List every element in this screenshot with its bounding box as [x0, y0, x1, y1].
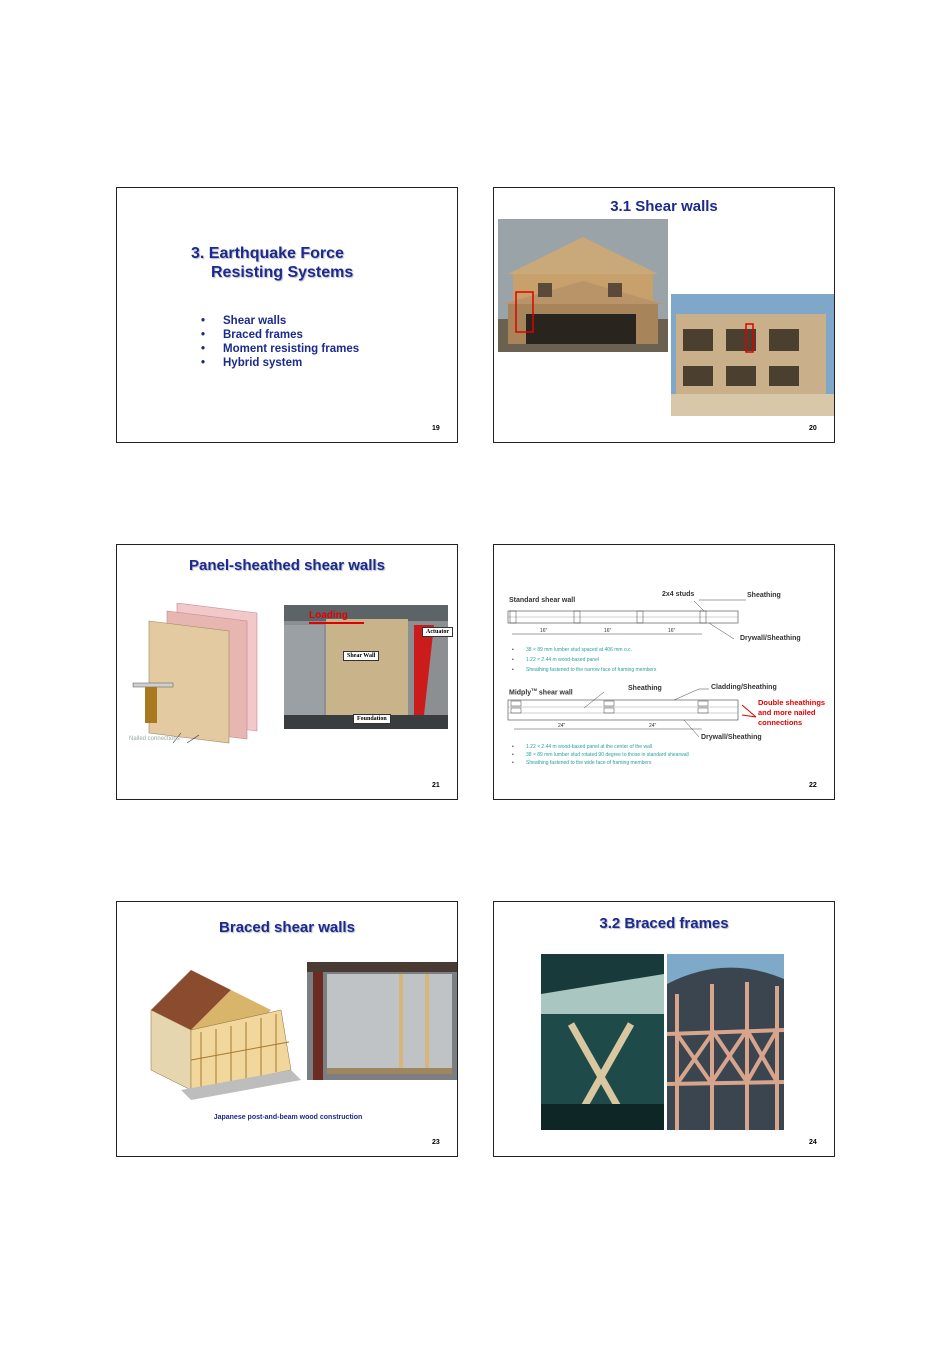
shear-wall-label: Shear Wall	[343, 651, 379, 661]
actuator-label: Actuator	[422, 627, 453, 637]
note-item: • Sheathing fastened to the wide face of framing members	[512, 760, 652, 766]
note-item: • 38 × 89 mm lumber stud rotated 90 degree to those in standard shearwall	[512, 752, 689, 758]
bullet-list	[201, 314, 359, 370]
page-number: 22	[809, 782, 817, 789]
dim-16: 16"	[668, 628, 676, 634]
page-number: 19	[432, 425, 440, 432]
midply-sheathing-label: Sheathing	[628, 685, 662, 692]
braced-frame-interior-photo	[541, 954, 664, 1130]
midply-notes	[512, 743, 712, 767]
title-line-2: Resisting Systems	[211, 264, 354, 281]
slide-19	[116, 187, 458, 443]
slide-24	[493, 901, 835, 1157]
sheathing-label: Sheathing	[747, 592, 781, 599]
loading-label: Loading	[309, 610, 348, 621]
foundation-label: Foundation	[353, 714, 391, 724]
nailed-connections-label: Nailed connections	[129, 736, 180, 742]
bullet-item: • Moment resisting frames	[201, 343, 360, 355]
panel-diagram	[129, 603, 274, 748]
page-number: 23	[432, 1139, 440, 1146]
dim-24: 24"	[558, 723, 566, 729]
double-sheathing-note: Double sheathings and more nailed connections	[758, 698, 826, 727]
slide-23	[116, 901, 458, 1157]
dim-16: 16"	[540, 628, 548, 634]
figure-caption: Japanese post-and-beam wood construction	[213, 1114, 363, 1121]
dim-16: 16"	[604, 628, 612, 634]
slide-title: Panel-sheathed shear walls	[189, 557, 385, 574]
std-notes	[512, 645, 656, 675]
note-item: • 1.22 × 2.44 m wood-based panel	[512, 657, 599, 663]
bullet-item: • Braced frames	[201, 329, 303, 341]
house-photo-2	[671, 294, 835, 416]
house-photo-1	[498, 219, 668, 352]
note-item: • 1.22 × 2.44 m wood-based panel at the center of the wall	[512, 744, 653, 750]
std-wall-title: Standard shear wall	[509, 597, 576, 604]
slide-title: 3.2 Braced frames	[599, 915, 729, 932]
bullet-item: • Hybrid system	[201, 357, 303, 369]
midply-drywall-label: Drywall/Sheathing	[701, 734, 762, 741]
note-item: • 38 × 89 mm lumber stud spaced at 406 mm o.c.	[512, 647, 633, 653]
house-frame-diagram	[141, 950, 311, 1110]
slide-20	[493, 187, 835, 443]
dim-24: 24"	[649, 723, 657, 729]
slide-title: 3.1 Shear walls	[610, 198, 718, 215]
slide-title: Braced shear walls	[219, 919, 355, 936]
page-number: 24	[809, 1139, 817, 1146]
loading-arrow	[309, 622, 364, 624]
note-item: • Sheathing fastened to the narrow face of framing members	[512, 667, 657, 673]
bullet-item: • Shear walls	[201, 315, 287, 327]
studs-label: 2x4 studs	[662, 591, 695, 598]
braced-frame-exterior-photo	[667, 954, 784, 1130]
cladding-label: Cladding/Sheathing	[711, 684, 777, 691]
slide-22	[493, 544, 835, 800]
midply-title: Midply™ shear wall	[509, 687, 573, 697]
page-number: 21	[432, 782, 440, 789]
drywall-label: Drywall/Sheathing	[740, 635, 801, 642]
braced-wall-photo	[307, 962, 458, 1080]
title-line-1: 3. Earthquake Force	[191, 245, 344, 262]
slide-21	[116, 544, 458, 800]
page-number: 20	[809, 425, 817, 432]
slide-title	[191, 244, 353, 282]
